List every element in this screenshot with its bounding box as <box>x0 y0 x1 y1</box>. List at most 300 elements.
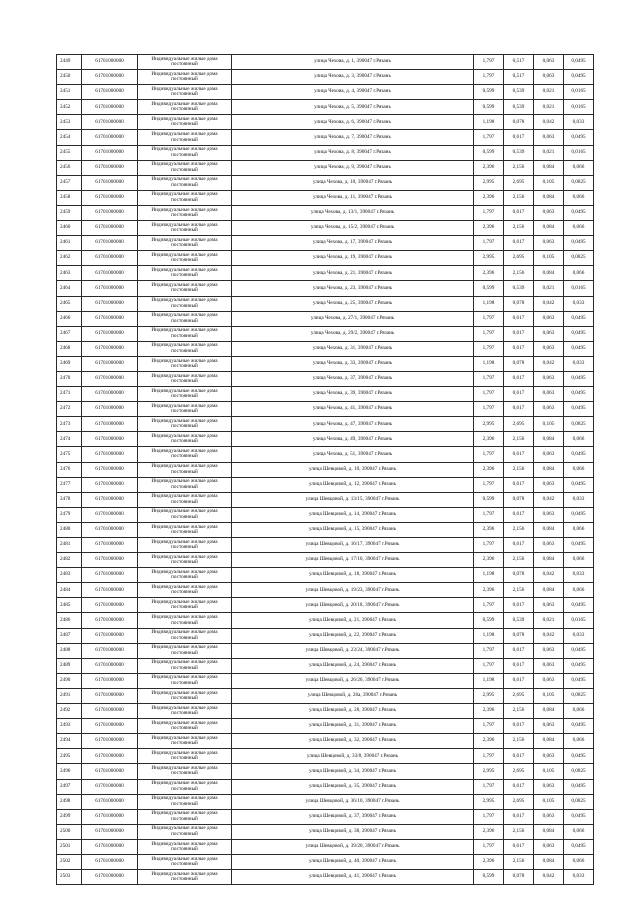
table-row <box>57 779 594 794</box>
cell-address: улица Чехова, д. 17, 390047 г.Рязань <box>232 236 474 251</box>
cell-building-type: Индивидуальные жилые дома постоянный <box>138 764 232 779</box>
cell-building-type: Индивидуальные жилые дома постоянный <box>138 417 232 432</box>
cell-building-type: Индивидуальные жилые дома постоянный <box>138 55 232 70</box>
cell-value-4: 0,0495 <box>564 205 594 220</box>
cell-oktmo-code: 61701000000 <box>82 704 138 719</box>
cell-row-number: 2480 <box>57 522 82 537</box>
cell-row-number: 2478 <box>57 492 82 507</box>
table-row <box>57 236 594 251</box>
cell-value-2: 0,617 <box>504 447 534 462</box>
cell-value-4: 0,0495 <box>564 371 594 386</box>
cell-value-3: 0,084 <box>534 432 564 447</box>
cell-value-1: 1,797 <box>474 326 504 341</box>
cell-address: улица Чехова, д. 11, 390047 г.Рязань <box>232 190 474 205</box>
cell-building-type: Индивидуальные жилые дома постоянный <box>138 311 232 326</box>
cell-value-4: 0,033 <box>564 296 594 311</box>
cell-value-1: 0,599 <box>474 100 504 115</box>
cell-row-number: 2495 <box>57 749 82 764</box>
cell-building-type: Индивидуальные жилые дома постоянный <box>138 221 232 236</box>
cell-building-type: Индивидуальные жилые дома постоянный <box>138 598 232 613</box>
cell-oktmo-code: 61701000000 <box>82 145 138 160</box>
cell-value-2: 2,156 <box>504 432 534 447</box>
cell-address: улица Чехова, д. 8, 390047 г.Рязань <box>232 145 474 160</box>
cell-building-type: Индивидуальные жилые дома постоянный <box>138 628 232 643</box>
cell-value-3: 0,063 <box>534 673 564 688</box>
cell-value-4: 0,0495 <box>564 779 594 794</box>
table-row <box>57 462 594 477</box>
cell-address: улица Чехова, д. 4, 390047 г.Рязань <box>232 85 474 100</box>
cell-row-number: 2455 <box>57 145 82 160</box>
cell-value-1: 1,797 <box>474 779 504 794</box>
cell-value-3: 0,105 <box>534 251 564 266</box>
cell-value-1: 1,198 <box>474 568 504 583</box>
cell-value-2: 0,617 <box>504 643 534 658</box>
cell-value-3: 0,063 <box>534 236 564 251</box>
table-row <box>57 221 594 236</box>
cell-value-3: 0,084 <box>534 553 564 568</box>
table-row <box>57 764 594 779</box>
cell-value-2: 2,156 <box>504 824 534 839</box>
cell-value-1: 2,396 <box>474 190 504 205</box>
cell-row-number: 2499 <box>57 809 82 824</box>
cell-value-3: 0,063 <box>534 477 564 492</box>
cell-value-2: 0,617 <box>504 236 534 251</box>
cell-address: улица Чехова, д. 10, 390047 г.Рязань <box>232 175 474 190</box>
cell-oktmo-code: 61701000000 <box>82 387 138 402</box>
table-row <box>57 583 594 598</box>
cell-value-1: 1,797 <box>474 236 504 251</box>
table-row <box>57 719 594 734</box>
cell-value-3: 0,063 <box>534 658 564 673</box>
cell-building-type: Индивидуальные жилые дома постоянный <box>138 749 232 764</box>
cell-value-2: 2,156 <box>504 522 534 537</box>
cell-value-3: 0,105 <box>534 794 564 809</box>
cell-oktmo-code: 61701000000 <box>82 794 138 809</box>
cell-value-2: 2,156 <box>504 160 534 175</box>
cell-address: улица Шевцовой, д. 39/20, 390047 г.Рязань <box>232 839 474 854</box>
cell-building-type: Индивидуальные жилые дома постоянный <box>138 719 232 734</box>
cell-value-3: 0,063 <box>534 70 564 85</box>
cell-value-3: 0,105 <box>534 764 564 779</box>
cell-value-4: 0,0825 <box>564 794 594 809</box>
cell-row-number: 2460 <box>57 221 82 236</box>
cell-value-2: 2,695 <box>504 764 534 779</box>
cell-address: улица Шевцовой, д. 35, 390047 г.Рязань <box>232 779 474 794</box>
table-row <box>57 749 594 764</box>
cell-value-4: 0,0165 <box>564 145 594 160</box>
cell-value-3: 0,063 <box>534 371 564 386</box>
cell-address: улица Шевцовой, д. 24, 390047 г.Рязань <box>232 658 474 673</box>
cell-oktmo-code: 61701000000 <box>82 85 138 100</box>
cell-oktmo-code: 61701000000 <box>82 462 138 477</box>
cell-value-3: 0,063 <box>534 205 564 220</box>
cell-value-4: 0,033 <box>564 568 594 583</box>
cell-oktmo-code: 61701000000 <box>82 764 138 779</box>
cell-value-4: 0,0165 <box>564 85 594 100</box>
cell-value-4: 0,0825 <box>564 417 594 432</box>
cell-address: улица Чехова, д. 49, 390047 г.Рязань <box>232 432 474 447</box>
cell-value-1: 2,396 <box>474 522 504 537</box>
cell-address: улица Шевцовой, д. 21, 390047 г.Рязань <box>232 613 474 628</box>
cell-oktmo-code: 61701000000 <box>82 251 138 266</box>
cell-building-type: Индивидуальные жилые дома постоянный <box>138 371 232 386</box>
cell-oktmo-code: 61701000000 <box>82 311 138 326</box>
cell-value-2: 2,156 <box>504 221 534 236</box>
table-row <box>57 643 594 658</box>
cell-row-number: 2494 <box>57 734 82 749</box>
cell-value-2: 0,617 <box>504 779 534 794</box>
cell-row-number: 2463 <box>57 266 82 281</box>
cell-value-3: 0,084 <box>534 704 564 719</box>
cell-value-4: 0,0495 <box>564 341 594 356</box>
table-row <box>57 507 594 522</box>
cell-row-number: 2452 <box>57 100 82 115</box>
cell-row-number: 2473 <box>57 417 82 432</box>
cell-value-4: 0,0495 <box>564 402 594 417</box>
cell-value-3: 0,084 <box>534 583 564 598</box>
cell-row-number: 2502 <box>57 854 82 869</box>
cell-row-number: 2470 <box>57 371 82 386</box>
cell-value-2: 0,617 <box>504 719 534 734</box>
cell-address: улица Шевцовой, д. 36/10, 390047 г.Рязань <box>232 794 474 809</box>
cell-value-4: 0,066 <box>564 824 594 839</box>
cell-value-2: 0,617 <box>504 839 534 854</box>
cell-value-3: 0,063 <box>534 402 564 417</box>
data-table <box>56 54 594 885</box>
cell-value-3: 0,063 <box>534 130 564 145</box>
cell-value-2: 2,156 <box>504 734 534 749</box>
cell-value-4: 0,0495 <box>564 598 594 613</box>
cell-value-1: 2,396 <box>474 221 504 236</box>
cell-value-2: 0,617 <box>504 402 534 417</box>
cell-value-4: 0,0165 <box>564 281 594 296</box>
cell-value-3: 0,021 <box>534 281 564 296</box>
cell-value-4: 0,066 <box>564 432 594 447</box>
cell-row-number: 2462 <box>57 251 82 266</box>
cell-value-1: 1,797 <box>474 341 504 356</box>
cell-address: улица Чехова, д. 23, 390047 г.Рязань <box>232 281 474 296</box>
table-row <box>57 341 594 356</box>
cell-address: улица Шевцовой, д. 16/17, 390047 г.Рязань <box>232 538 474 553</box>
cell-row-number: 2479 <box>57 507 82 522</box>
cell-value-4: 0,0495 <box>564 55 594 70</box>
cell-address: улица Чехова, д. 39, 390047 г.Рязань <box>232 387 474 402</box>
table-row <box>57 688 594 703</box>
cell-address: улица Чехова, д. 31, 390047 г.Рязань <box>232 341 474 356</box>
cell-value-2: 0,517 <box>504 55 534 70</box>
cell-value-4: 0,0495 <box>564 70 594 85</box>
cell-address: улица Чехова, д. 3, 390047 г.Рязань <box>232 70 474 85</box>
cell-building-type: Индивидуальные жилые дома постоянный <box>138 839 232 854</box>
cell-address: улица Чехова, д. 15/2, 390047 г.Рязань <box>232 221 474 236</box>
cell-building-type: Индивидуальные жилые дома постоянный <box>138 688 232 703</box>
cell-oktmo-code: 61701000000 <box>82 734 138 749</box>
cell-building-type: Индивидуальные жилые дома постоянный <box>138 673 232 688</box>
cell-building-type: Индивидуальные жилые дома постоянный <box>138 824 232 839</box>
table-row <box>57 658 594 673</box>
cell-value-2: 0,078 <box>504 492 534 507</box>
cell-value-1: 2,396 <box>474 553 504 568</box>
cell-row-number: 2497 <box>57 779 82 794</box>
cell-value-3: 0,084 <box>534 854 564 869</box>
table-row <box>57 613 594 628</box>
cell-address: улица Шевцовой, д. 31, 390047 г.Рязань <box>232 719 474 734</box>
cell-value-4: 0,033 <box>564 628 594 643</box>
cell-building-type: Индивидуальные жилые дома постоянный <box>138 538 232 553</box>
cell-row-number: 2493 <box>57 719 82 734</box>
cell-value-3: 0,063 <box>534 447 564 462</box>
cell-value-1: 2,396 <box>474 734 504 749</box>
cell-row-number: 2487 <box>57 628 82 643</box>
table-body <box>57 55 594 885</box>
cell-oktmo-code: 61701000000 <box>82 749 138 764</box>
cell-row-number: 2474 <box>57 432 82 447</box>
cell-value-3: 0,042 <box>534 296 564 311</box>
cell-oktmo-code: 61701000000 <box>82 447 138 462</box>
cell-building-type: Индивидуальные жилые дома постоянный <box>138 492 232 507</box>
cell-value-4: 0,0495 <box>564 658 594 673</box>
cell-building-type: Индивидуальные жилые дома постоянный <box>138 100 232 115</box>
cell-row-number: 2476 <box>57 462 82 477</box>
cell-value-2: 2,156 <box>504 190 534 205</box>
cell-value-2: 0,517 <box>504 70 534 85</box>
table-row <box>57 839 594 854</box>
cell-oktmo-code: 61701000000 <box>82 371 138 386</box>
cell-value-4: 0,033 <box>564 356 594 371</box>
cell-value-4: 0,0165 <box>564 613 594 628</box>
cell-building-type: Индивидуальные жилые дома постоянный <box>138 356 232 371</box>
cell-value-1: 2,396 <box>474 583 504 598</box>
cell-building-type: Индивидуальные жилые дома постоянный <box>138 809 232 824</box>
cell-address: улица Чехова, д. 51, 390047 г.Рязань <box>232 447 474 462</box>
cell-value-1: 1,797 <box>474 205 504 220</box>
cell-value-2: 2,156 <box>504 553 534 568</box>
cell-value-4: 0,0495 <box>564 839 594 854</box>
cell-oktmo-code: 61701000000 <box>82 824 138 839</box>
table-row <box>57 477 594 492</box>
table-row <box>57 794 594 809</box>
cell-address: улица Чехова, д. 25, 390047 г.Рязань <box>232 296 474 311</box>
table-row <box>57 673 594 688</box>
cell-value-2: 0,617 <box>504 477 534 492</box>
cell-value-3: 0,042 <box>534 870 564 885</box>
cell-oktmo-code: 61701000000 <box>82 522 138 537</box>
cell-building-type: Индивидуальные жилые дома постоянный <box>138 190 232 205</box>
cell-value-4: 0,066 <box>564 522 594 537</box>
cell-value-2: 0,617 <box>504 673 534 688</box>
cell-building-type: Индивидуальные жилые дома постоянный <box>138 447 232 462</box>
cell-address: улица Чехова, д. 27/1, 390047 г.Рязань <box>232 311 474 326</box>
cell-value-2: 2,156 <box>504 704 534 719</box>
table-row <box>57 387 594 402</box>
cell-value-2: 0,617 <box>504 387 534 402</box>
cell-value-1: 2,995 <box>474 794 504 809</box>
cell-address: улица Шевцовой, д. 37, 390047 г.Рязань <box>232 809 474 824</box>
cell-value-2: 2,695 <box>504 794 534 809</box>
cell-row-number: 2459 <box>57 205 82 220</box>
cell-address: улица Шевцовой, д. 18, 390047 г.Рязань <box>232 568 474 583</box>
cell-value-2: 0,617 <box>504 130 534 145</box>
cell-value-4: 0,066 <box>564 160 594 175</box>
cell-value-1: 1,797 <box>474 130 504 145</box>
cell-value-1: 2,995 <box>474 417 504 432</box>
cell-oktmo-code: 61701000000 <box>82 175 138 190</box>
cell-row-number: 2471 <box>57 387 82 402</box>
table-row <box>57 190 594 205</box>
cell-building-type: Индивидуальные жилые дома постоянный <box>138 251 232 266</box>
cell-building-type: Индивидуальные жилые дома постоянный <box>138 658 232 673</box>
cell-value-1: 0,599 <box>474 85 504 100</box>
cell-value-3: 0,042 <box>534 492 564 507</box>
cell-value-3: 0,021 <box>534 613 564 628</box>
cell-value-4: 0,066 <box>564 266 594 281</box>
cell-value-1: 1,797 <box>474 809 504 824</box>
cell-value-3: 0,105 <box>534 417 564 432</box>
cell-value-1: 1,198 <box>474 115 504 130</box>
cell-building-type: Индивидуальные жилые дома постоянный <box>138 870 232 885</box>
cell-value-1: 1,797 <box>474 477 504 492</box>
cell-value-3: 0,084 <box>534 190 564 205</box>
cell-value-3: 0,063 <box>534 538 564 553</box>
cell-value-3: 0,021 <box>534 145 564 160</box>
cell-value-4: 0,066 <box>564 190 594 205</box>
cell-row-number: 2449 <box>57 55 82 70</box>
table-row <box>57 598 594 613</box>
cell-row-number: 2501 <box>57 839 82 854</box>
cell-row-number: 2492 <box>57 704 82 719</box>
cell-address: улица Чехова, д. 19, 390047 г.Рязань <box>232 251 474 266</box>
cell-row-number: 2457 <box>57 175 82 190</box>
cell-address: улица Шевцовой, д. 10, 390047 г.Рязань <box>232 462 474 477</box>
table-row <box>57 145 594 160</box>
cell-value-4: 0,0495 <box>564 538 594 553</box>
cell-oktmo-code: 61701000000 <box>82 538 138 553</box>
cell-row-number: 2482 <box>57 553 82 568</box>
cell-value-3: 0,084 <box>534 462 564 477</box>
cell-value-2: 2,695 <box>504 175 534 190</box>
cell-oktmo-code: 61701000000 <box>82 583 138 598</box>
cell-row-number: 2466 <box>57 311 82 326</box>
cell-address: улица Чехова, д. 29/2, 390047 г.Рязань <box>232 326 474 341</box>
cell-building-type: Индивидуальные жилые дома постоянный <box>138 341 232 356</box>
cell-value-2: 2,156 <box>504 583 534 598</box>
cell-row-number: 2451 <box>57 85 82 100</box>
cell-building-type: Индивидуальные жилые дома постоянный <box>138 568 232 583</box>
cell-value-1: 1,797 <box>474 70 504 85</box>
cell-value-3: 0,084 <box>534 160 564 175</box>
cell-building-type: Индивидуальные жилые дома постоянный <box>138 296 232 311</box>
cell-value-4: 0,0495 <box>564 673 594 688</box>
cell-value-1: 1,797 <box>474 839 504 854</box>
cell-address: улица Шевцовой, д. 26а, 390047 г.Рязань <box>232 688 474 703</box>
cell-oktmo-code: 61701000000 <box>82 492 138 507</box>
cell-value-3: 0,063 <box>534 643 564 658</box>
cell-value-4: 0,0825 <box>564 251 594 266</box>
cell-building-type: Индивидуальные жилые дома постоянный <box>138 130 232 145</box>
cell-building-type: Индивидуальные жилые дома постоянный <box>138 70 232 85</box>
cell-building-type: Индивидуальные жилые дома постоянный <box>138 794 232 809</box>
cell-building-type: Индивидуальные жилые дома постоянный <box>138 326 232 341</box>
cell-address: улица Чехова, д. 6, 390047 г.Рязань <box>232 115 474 130</box>
cell-value-2: 0,617 <box>504 341 534 356</box>
cell-address: улица Шевцовой, д. 32, 390047 г.Рязань <box>232 734 474 749</box>
cell-value-2: 0,617 <box>504 749 534 764</box>
cell-building-type: Индивидуальные жилые дома постоянный <box>138 236 232 251</box>
cell-value-3: 0,063 <box>534 55 564 70</box>
cell-value-2: 2,156 <box>504 854 534 869</box>
cell-value-1: 1,198 <box>474 356 504 371</box>
cell-oktmo-code: 61701000000 <box>82 296 138 311</box>
cell-building-type: Индивидуальные жилые дома постоянный <box>138 281 232 296</box>
cell-address: улица Чехова, д. 13/1, 390047 г.Рязань <box>232 205 474 220</box>
cell-oktmo-code: 61701000000 <box>82 673 138 688</box>
table-row <box>57 854 594 869</box>
table-row <box>57 402 594 417</box>
cell-oktmo-code: 61701000000 <box>82 553 138 568</box>
cell-address: улица Шевцовой, д. 17/10, 390047 г.Рязань <box>232 553 474 568</box>
table-row <box>57 447 594 462</box>
cell-address: улица Шевцовой, д. 33/8, 390047 г.Рязань <box>232 749 474 764</box>
cell-value-2: 0,539 <box>504 85 534 100</box>
cell-value-4: 0,066 <box>564 704 594 719</box>
cell-value-1: 1,198 <box>474 628 504 643</box>
cell-row-number: 2469 <box>57 356 82 371</box>
cell-value-4: 0,0495 <box>564 326 594 341</box>
cell-value-4: 0,066 <box>564 221 594 236</box>
cell-oktmo-code: 61701000000 <box>82 809 138 824</box>
cell-value-3: 0,042 <box>534 568 564 583</box>
cell-value-2: 0,539 <box>504 145 534 160</box>
table-row <box>57 70 594 85</box>
cell-value-1: 1,797 <box>474 658 504 673</box>
table-row <box>57 251 594 266</box>
table-row <box>57 160 594 175</box>
cell-value-1: 2,995 <box>474 764 504 779</box>
cell-oktmo-code: 61701000000 <box>82 870 138 885</box>
cell-value-1: 1,797 <box>474 749 504 764</box>
cell-value-2: 0,078 <box>504 628 534 643</box>
cell-value-1: 0,599 <box>474 492 504 507</box>
cell-value-1: 1,797 <box>474 507 504 522</box>
table-row <box>57 870 594 885</box>
cell-address: улица Шевцовой, д. 14, 390047 г.Рязань <box>232 507 474 522</box>
cell-oktmo-code: 61701000000 <box>82 643 138 658</box>
cell-building-type: Индивидуальные жилые дома постоянный <box>138 160 232 175</box>
cell-oktmo-code: 61701000000 <box>82 205 138 220</box>
cell-value-3: 0,063 <box>534 839 564 854</box>
cell-building-type: Индивидуальные жилые дома постоянный <box>138 854 232 869</box>
cell-value-1: 1,198 <box>474 296 504 311</box>
table-row <box>57 824 594 839</box>
cell-building-type: Индивидуальные жилые дома постоянный <box>138 507 232 522</box>
cell-value-3: 0,063 <box>534 779 564 794</box>
cell-row-number: 2484 <box>57 583 82 598</box>
cell-value-4: 0,0495 <box>564 809 594 824</box>
cell-row-number: 2485 <box>57 598 82 613</box>
cell-value-1: 2,396 <box>474 160 504 175</box>
cell-address: улица Чехова, д. 5, 390047 г.Рязань <box>232 100 474 115</box>
cell-address: улица Чехова, д. 33, 390047 г.Рязань <box>232 356 474 371</box>
cell-address: улица Чехова, д. 1, 390047 г.Рязань <box>232 55 474 70</box>
cell-oktmo-code: 61701000000 <box>82 160 138 175</box>
cell-building-type: Индивидуальные жилые дома постоянный <box>138 779 232 794</box>
table-row <box>57 734 594 749</box>
table-row <box>57 115 594 130</box>
cell-address: улица Шевцовой, д. 20/18, 390047 г.Рязань <box>232 598 474 613</box>
cell-row-number: 2490 <box>57 673 82 688</box>
table-row <box>57 417 594 432</box>
cell-row-number: 2454 <box>57 130 82 145</box>
